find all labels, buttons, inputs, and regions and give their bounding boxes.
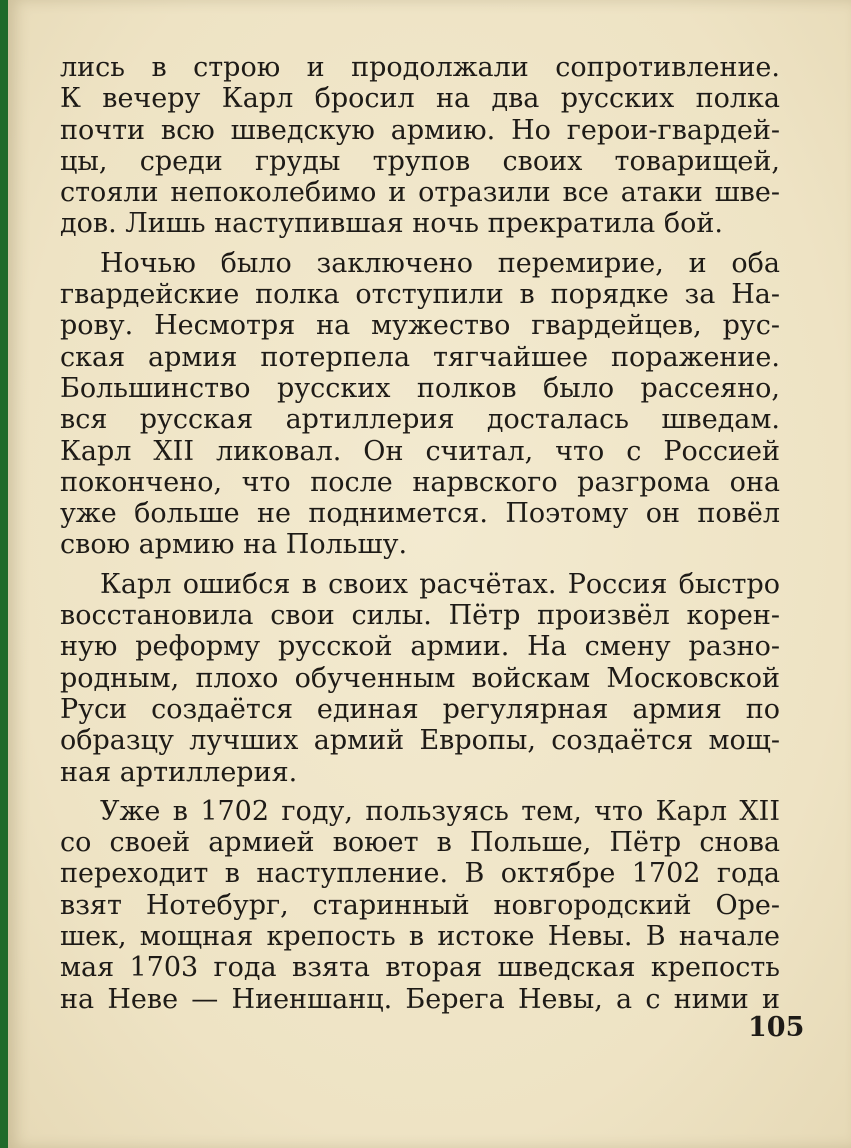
paragraph-3 [60, 569, 780, 788]
text-line: К вечеру Карл бросил на два русских полка [60, 83, 780, 115]
text-line: со своей армией воюет в Польше, Пётр снова [60, 827, 780, 859]
text-line: цы, среди груды трупов своих товарищей, [60, 145, 780, 177]
paragraph-1 [60, 52, 780, 240]
text-line: родным, плохо обученным войскам Московской [60, 662, 780, 694]
text-line: покончено, что после нарвского разгрома она [60, 466, 780, 498]
book-page [8, 0, 851, 1148]
text-line: образцу лучших армий Европы, создаётся мощ- [60, 725, 780, 757]
text-line: лись в строю и продолжали сопротивление. [60, 52, 780, 83]
text-line: Ночью было заключено перемирие, и оба [100, 247, 780, 279]
text-line: взят Нотебург, старинный новгородский Оре- [60, 889, 780, 921]
text-line: рову. Несмотря на мужество гвардейцев, рус- [60, 310, 780, 342]
text-line: Карл XII ликовал. Он считал, что с Россией [60, 435, 780, 467]
text-line: ная артиллерия. [60, 756, 298, 788]
paragraph-4 [60, 796, 780, 1015]
text-line: Большинство русских полков было рассеяно, [60, 372, 780, 404]
text-line: Карл ошибся в своих расчётах. Россия быстро [100, 568, 780, 600]
text-line: восстановила свои силы. Пётр произвёл корен- [60, 600, 780, 632]
text-line: свою армию на Польшу. [60, 529, 408, 561]
text-line: ская армия потерпела тягчайшее поражение. [60, 341, 780, 373]
text-line: шек, мощная крепость в истоке Невы. В начале [60, 921, 780, 953]
text-line: мая 1703 года взята вторая шведская крепость [60, 952, 780, 984]
text-line: на Неве — Ниеншанц. Берега Невы, а с ними и [60, 983, 780, 1015]
text-line: дов. Лишь наступившая ночь прекратила бой. [60, 208, 723, 240]
text-line: переходит в наступление. В октябре 1702 года [60, 858, 780, 890]
text-line: уже больше не поднимется. Поэтому он повёл [60, 498, 780, 530]
text-line: Руси создаётся единая регулярная армия по [60, 693, 780, 725]
text-line: стояли непоколебимо и отразили все атаки шве- [60, 177, 780, 209]
paragraph-2 [60, 248, 780, 561]
text-line: ную реформу русской армии. На смену разно- [60, 631, 780, 663]
text-line: почти всю шведскую армию. Но герои-гвардей- [60, 114, 780, 146]
body-text [60, 52, 780, 1015]
text-line: гвардейские полка отступили в порядке за На- [60, 279, 780, 311]
text-line: вся русская артиллерия досталась шведам. [60, 404, 780, 436]
text-line: Уже в 1702 году, пользуясь тем, что Карл XII [100, 795, 780, 827]
page-number: 105 [748, 1012, 805, 1043]
